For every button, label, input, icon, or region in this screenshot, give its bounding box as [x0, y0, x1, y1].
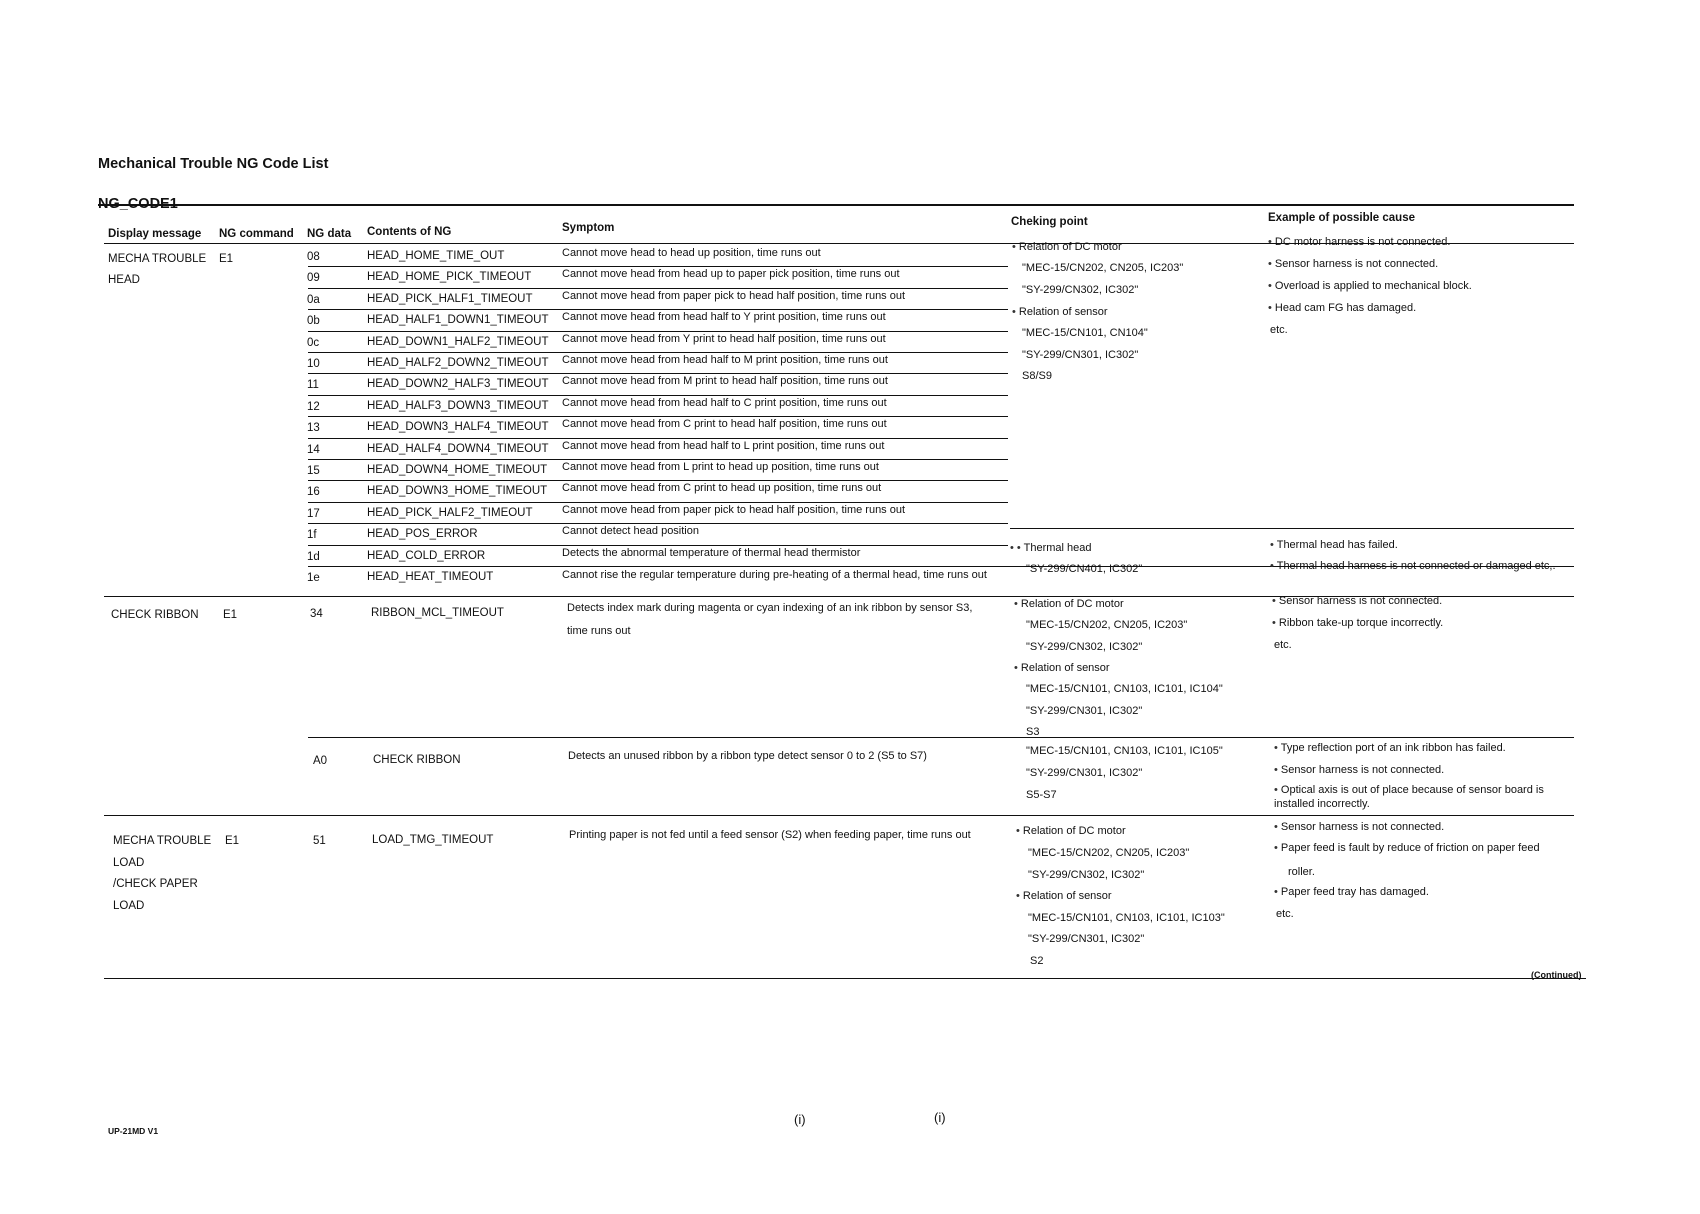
col-header-check: Cheking point: [1011, 216, 1088, 228]
symptom-ribbon-1: Detects index mark during magenta or cyan indexing of an ink ribbon by sensor S3,: [567, 602, 973, 614]
contents-cell: HEAD_HALF3_DOWN3_TIMEOUT: [367, 399, 549, 412]
symptom-load: Printing paper is not fed until a feed sensor (S2) when feeding paper, time runs out: [569, 829, 971, 841]
ng-data-cell: 15: [307, 465, 320, 477]
contents-cell: HEAD_DOWN3_HOME_TIMEOUT: [367, 485, 548, 498]
check-load-5: "MEC-15/CN101, CN103, IC101, IC103": [1028, 912, 1225, 924]
symptom-cell: Cannot move head from M print to head half position, time runs out: [562, 375, 888, 388]
contents-ribbon-1: RIBBON_MCL_TIMEOUT: [371, 607, 504, 619]
contents-cell: HEAD_POS_ERROR: [367, 528, 478, 541]
cause-head-thermal-1: • Thermal head has failed.: [1270, 539, 1398, 551]
cause-ribbon-3: etc.: [1274, 639, 1292, 651]
check-load-4: • Relation of sensor: [1016, 890, 1112, 902]
display-ribbon: CHECK RIBBON: [111, 609, 199, 621]
cause-ribbon2-1: • Type reflection port of an ink ribbon has failed.: [1274, 742, 1506, 754]
contents-cell: HEAD_HOME_TIME_OUT: [367, 250, 505, 262]
ng-data-cell: 14: [307, 443, 320, 456]
cause-head-2: • Sensor harness is not connected.: [1268, 258, 1439, 270]
contents-cell: HEAD_DOWN3_HALF4_TIMEOUT: [367, 421, 549, 434]
contents-cell: HEAD_DOWN2_HALF3_TIMEOUT: [367, 378, 549, 391]
col-header-cause: Example of possible cause: [1268, 212, 1416, 224]
symptom-cell: Cannot move head from head half to M print position, time runs out: [562, 354, 888, 366]
symptom-cell: Cannot rise the regular temperature during pre-heating of a thermal head, time runs out: [562, 569, 987, 581]
symptom-cell: Detects the abnormal temperature of thermal head thermistor: [562, 546, 861, 559]
symptom-cell: Cannot move head from head half to C print position, time runs out: [562, 396, 887, 409]
page-title: Mechanical Trouble NG Code List: [98, 156, 329, 172]
symptom-cell: Cannot move head from paper pick to head half position, time runs out: [562, 289, 906, 302]
ng-data-cell: 0b: [307, 315, 320, 328]
symptom-cell: Cannot move head to head up position, time runs out: [562, 247, 821, 259]
cause-head-4: • Head cam FG has damaged.: [1268, 302, 1417, 314]
cause-load-1: • Sensor harness is not connected.: [1274, 821, 1445, 833]
symptom-cell: Cannot move head from Y print to head half position, time runs out: [562, 332, 886, 345]
check-head-thermal-1: • • Thermal head: [1010, 542, 1092, 554]
check-ribbon-5: "MEC-15/CN101, CN103, IC101, IC104": [1026, 683, 1223, 695]
symptom-ribbon-2: Detects an unused ribbon by a ribbon type detect sensor 0 to 2 (S5 to S7): [568, 750, 927, 762]
col-header-symptom: Symptom: [562, 222, 615, 234]
cause-head-thermal-2: • Thermal head harness is not connected or damaged etc,.: [1270, 560, 1556, 572]
check-head-4: • Relation of sensor: [1012, 306, 1108, 318]
cause-head-3: • Overload is applied to mechanical block.: [1268, 280, 1472, 292]
continued-label: (Continued): [1531, 970, 1582, 980]
cause-ribbon-1: • Sensor harness is not connected.: [1272, 595, 1443, 607]
data-ribbon-1: 34: [310, 608, 323, 620]
ng-data-cell: 1d: [307, 550, 320, 563]
col-header-contents: Contents of NG: [367, 226, 452, 238]
cause-head-1: • DC motor harness is not connected.: [1268, 236, 1451, 248]
ng-data-cell: 1e: [307, 572, 320, 584]
cause-load-2: • Paper feed is fault by reduce of friction on paper feed: [1274, 842, 1540, 854]
check-load-6: "SY-299/CN301, IC302": [1028, 933, 1145, 945]
contents-cell: HEAD_PICK_HALF2_TIMEOUT: [367, 506, 533, 519]
contents-cell: HEAD_DOWN4_HOME_TIMEOUT: [367, 464, 548, 476]
check-load-3: "SY-299/CN302, IC302": [1028, 869, 1145, 881]
contents-cell: HEAD_DOWN1_HALF2_TIMEOUT: [367, 335, 549, 348]
check-head-6: "SY-299/CN301, IC302": [1022, 349, 1139, 361]
ng-data-cell: 0c: [307, 336, 320, 349]
ng-data-cell: 10: [307, 358, 320, 370]
display-head-line2: HEAD: [108, 274, 140, 286]
command-ribbon: E1: [223, 609, 238, 621]
cause-head-5: etc.: [1270, 324, 1288, 336]
command-head: E1: [219, 253, 234, 265]
check-load-2: "MEC-15/CN202, CN205, IC203": [1028, 847, 1190, 859]
ng-data-cell: 11: [307, 379, 319, 392]
ng-data-cell: 17: [307, 507, 320, 520]
col-header-display: Display message: [108, 228, 202, 240]
check-ribbon-3: "SY-299/CN302, IC302": [1026, 641, 1143, 653]
ng-data-cell: 13: [307, 422, 320, 435]
check-head-5: "MEC-15/CN101, CN104": [1022, 327, 1148, 339]
display-load-1: MECHA TROUBLE: [113, 835, 212, 847]
check-ribbon-6: "SY-299/CN301, IC302": [1026, 705, 1143, 717]
symptom-cell: Cannot move head from C print to head half position, time runs out: [562, 418, 887, 431]
ng-data-cell: 1f: [307, 529, 317, 542]
ng-data-cell: 09: [307, 272, 320, 285]
contents-load: LOAD_TMG_TIMEOUT: [372, 834, 494, 846]
symptom-cell: Cannot detect head position: [562, 525, 699, 538]
cause-load-4: • Paper feed tray has damaged.: [1274, 886, 1429, 898]
footer-model: UP-21MD V1: [108, 1126, 159, 1136]
command-load: E1: [225, 835, 240, 847]
contents-ribbon-2: CHECK RIBBON: [373, 754, 461, 766]
symptom-cell: Cannot move head from C print to head up position, time runs out: [562, 482, 882, 495]
contents-cell: HEAD_HOME_PICK_TIMEOUT: [367, 271, 532, 284]
check-head-7: S8/S9: [1022, 370, 1052, 382]
symptom-cell: Cannot move head from paper pick to head half position, time runs out: [562, 503, 906, 516]
check-ribbon2-3: S5-S7: [1026, 789, 1057, 801]
symptom-cell: Cannot move head from L print to head up position, time runs out: [562, 461, 879, 473]
display-head-line1: MECHA TROUBLE: [108, 253, 207, 265]
data-ribbon-2: A0: [313, 755, 328, 767]
display-load-2: LOAD: [113, 857, 145, 869]
cause-load-5: etc.: [1276, 908, 1294, 920]
check-ribbon-2: "MEC-15/CN202, CN205, IC203": [1026, 619, 1188, 631]
ng-data-cell: 16: [307, 486, 320, 499]
symptom-ribbon-1b: time runs out: [567, 625, 631, 637]
head-sub-divider: [1010, 528, 1574, 529]
contents-cell: HEAD_HALF1_DOWN1_TIMEOUT: [367, 314, 549, 327]
col-header-data: NG data: [307, 228, 352, 240]
check-ribbon-7: S3: [1026, 726, 1040, 738]
contents-cell: HEAD_HALF2_DOWN2_TIMEOUT: [367, 357, 549, 369]
contents-cell: HEAD_PICK_HALF1_TIMEOUT: [367, 292, 533, 305]
display-load-4: LOAD: [113, 900, 145, 912]
symptom-cell: Cannot move head from head half to Y print position, time runs out: [562, 311, 886, 324]
check-ribbon2-2: "SY-299/CN301, IC302": [1026, 767, 1143, 779]
check-head-thermal-2: "SY-299/CN401, IC302": [1026, 563, 1143, 575]
display-load-3: /CHECK PAPER: [113, 878, 198, 890]
ng-data-cell: 08: [307, 251, 320, 263]
table-bottom-border: [104, 978, 1586, 979]
ribbon-group-bottom: [104, 815, 1574, 816]
contents-cell: HEAD_HALF4_DOWN4_TIMEOUT: [367, 442, 549, 455]
cause-ribbon2-3: • Optical axis is out of place because of sensor board is installed incorrectly.: [1274, 784, 1544, 810]
ribbon-sub-divider: [308, 737, 1574, 738]
contents-cell: HEAD_COLD_ERROR: [367, 549, 486, 562]
check-load-7: S2: [1030, 955, 1044, 967]
symptom-cell: Cannot move head from head up to paper pick position, time runs out: [562, 268, 900, 281]
data-load: 51: [313, 835, 326, 847]
check-head-2: "MEC-15/CN202, CN205, IC203": [1022, 262, 1184, 274]
contents-cell: HEAD_HEAT_TIMEOUT: [367, 571, 494, 583]
cause-load-3: roller.: [1288, 866, 1315, 878]
col-header-command: NG command: [219, 228, 294, 240]
check-ribbon2-1: "MEC-15/CN101, CN103, IC101, IC105": [1026, 745, 1223, 757]
cause-ribbon-2: • Ribbon take-up torque incorrectly.: [1272, 617, 1444, 629]
cause-ribbon2-2: • Sensor harness is not connected.: [1274, 764, 1445, 776]
symptom-cell: Cannot move head from head half to L print position, time runs out: [562, 439, 885, 452]
ng-data-cell: 12: [307, 400, 320, 413]
section-title: NG_CODE1: [98, 196, 178, 212]
check-ribbon-1: • Relation of DC motor: [1014, 598, 1124, 610]
page-mark-1: (i): [794, 1112, 806, 1127]
page-mark-2: (i): [934, 1110, 946, 1125]
table-top-border: [98, 204, 1574, 206]
check-load-1: • Relation of DC motor: [1016, 825, 1126, 837]
ng-data-cell: 0a: [307, 293, 320, 306]
check-ribbon-4: • Relation of sensor: [1014, 662, 1110, 674]
check-head-1: • Relation of DC motor: [1012, 241, 1122, 253]
check-head-3: "SY-299/CN302, IC302": [1022, 284, 1139, 296]
